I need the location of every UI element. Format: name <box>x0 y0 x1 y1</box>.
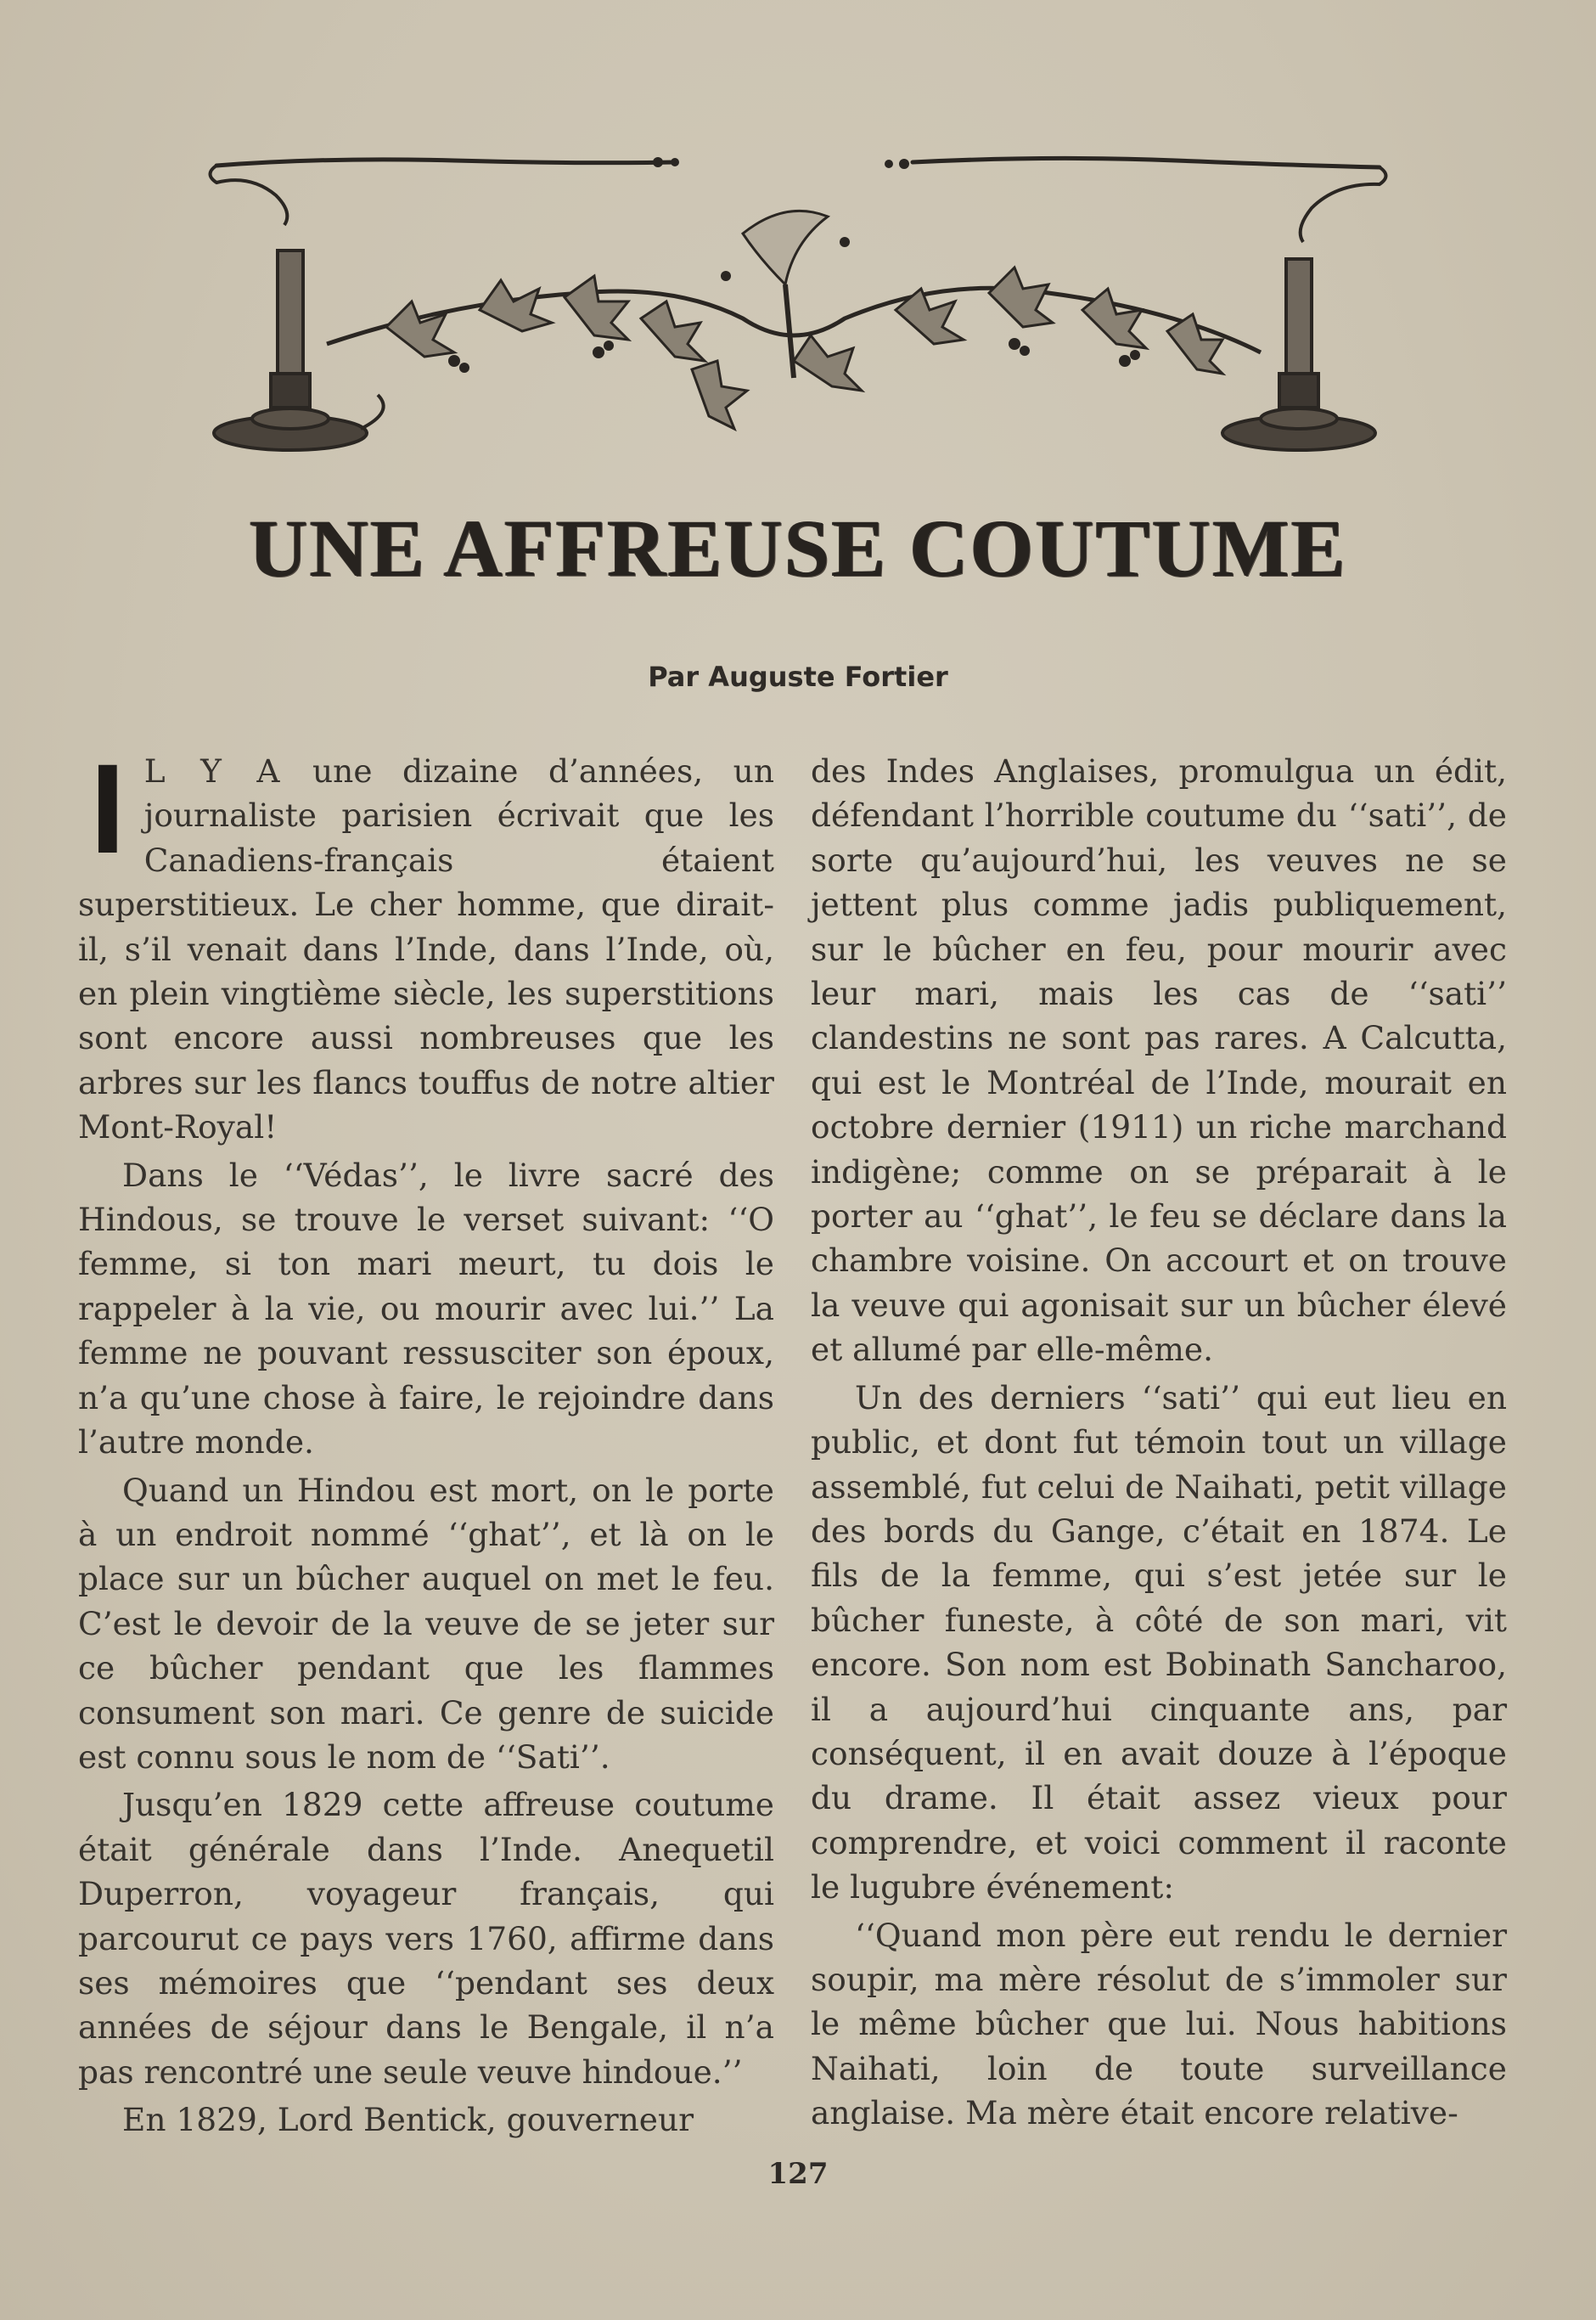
paragraph: En 1829, Lord Bentick, gouverneur <box>122 2101 694 2139</box>
paragraph: Jusqu’en 1829 cette affreuse coutume était générale dans l’Inde. Anequetil Duperron, voyageur français, qui parcourut ce pays vers 1760, affirme dans ses mémoires que ‘‘pendant ses deux années de séjour dans le Bengale, il n’a pas rencontré une seule veuve hindoue.’’ <box>78 1786 774 2091</box>
paragraph: Dans le ‘‘Védas’’, le livre sacré des Hindous, se trouve le verset suivant: ‘‘O femme, si ton mari meurt, tu dois le rappeler à la vie, ou mourir avec lui.’’ La femme ne pouvant ressusciter son époux, n’a qu’une chose à faire, le rejoindre dans l’autre monde. <box>78 1156 774 1461</box>
paragraph: Un des derniers ‘‘sati’’ qui eut lieu en public, et dont fut témoin tout un village assemblé, fut celui de Naihati, petit village des bords du Gange, c’était en 1874. Le fils de la femme, qui s’est jetée sur le bûcher funeste, à côté de son mari, vit encore. Son nom est Bobinath Sancharoo, il a aujourd’hui cinquante ans, par conséquent, il en avait douze à l’époque du drame. Il était assez vieux pour comprendre, et voici comment il raconte le lugubre événement: <box>811 1378 1507 1906</box>
paragraph <box>78 737 774 1150</box>
holly-garland-icon <box>327 211 1261 429</box>
drop-cap: I <box>90 737 126 880</box>
article-title: UNE AFFREUSE COUTUME <box>249 503 1347 594</box>
paragraph: Quand un Hindou est mort, on le porte à un endroit nommé ‘‘ghat’’, et là on le place sur un bûcher auquel on met le feu. C’est le devoir de la veuve de se jeter sur ce bûcher pendant que les flammes consument son mari. Ce genre de suicide est connu sous le nom de ‘‘Sati’’. <box>78 1471 774 1776</box>
article-byline: Par Auguste Fortier <box>648 661 948 693</box>
right-column <box>811 749 1507 2136</box>
paragraph-text: une dizaine d’années, un journaliste parisien écrivait que les Canadiens-français étaient superstitieux. Le cher homme, que dirait-il, s’il venait dans l’Inde, dans l’Inde, où, en plein vingtième siècle, les superstitions sont encore aussi nombreuses que les arbres sur les flancs touffus de notre altier Mont-Royal! <box>78 752 774 1146</box>
left-column <box>78 737 774 2143</box>
paragraph: ‘‘Quand mon père eut rendu le dernier soupir, ma mère résolut de s’immoler sur le même bûcher que lui. Nous habitions Naihati, loin de toute surveillance anglaise. Ma mère était encore relative- <box>811 1916 1507 2132</box>
candle-left-icon <box>214 180 384 450</box>
holly-candle-ornament-icon <box>200 149 1388 488</box>
lead-smallcaps: L Y A <box>143 752 283 790</box>
page-number: 127 <box>767 2157 829 2191</box>
paragraph: des Indes Anglaises, promulgua un édit, défendant l’horrible coutume du ‘‘sati’’, de sorte qu’aujourd’hui, les veuves ne se jettent plus comme jadis publiquement, sur le bûcher en feu, pour mourir avec leur mari, mais les cas de ‘‘sati’’ clandestins ne sont pas rares. A Calcutta, qui est le Montréal de l’Inde, mourait en octobre dernier (1911) un riche marchand indigène; comme on se préparait à le porter au ‘‘ghat’’, le feu se déclare dans la chambre voisine. On accourt et on trouve la veuve qui agonisait sur un bûcher élevé et allumé par elle-même. <box>811 752 1507 1369</box>
candle-right-icon <box>1222 184 1380 450</box>
